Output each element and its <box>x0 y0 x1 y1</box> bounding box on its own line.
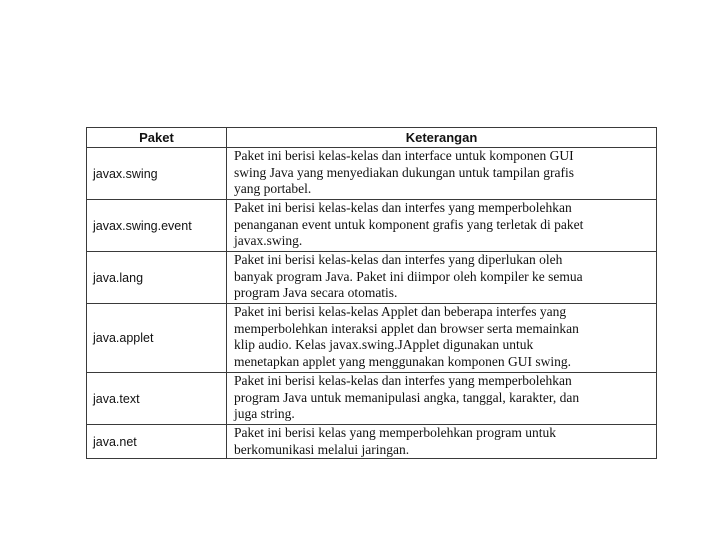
table-row <box>87 425 657 459</box>
package-description <box>227 148 657 200</box>
description-line: Paket ini berisi kelas-kelas dan interfes yang memperbolehkan <box>234 200 572 215</box>
package-name: javax.swing.event <box>87 200 227 252</box>
description-line: program Java untuk memanipulasi angka, tanggal, karakter, dan <box>234 389 580 405</box>
table-row <box>87 373 657 425</box>
package-description <box>227 373 657 425</box>
description-line: javax.swing. <box>234 233 303 248</box>
package-name: javax.swing <box>87 148 227 200</box>
description-line: Paket ini berisi kelas-kelas dan interface untuk komponen GUI <box>234 148 574 163</box>
package-name: java.lang <box>87 252 227 304</box>
header-paket: Paket <box>87 128 227 148</box>
description-line: memperbolehkan interaksi applet dan browser serta memainkan <box>234 320 579 336</box>
header-keterangan: Keterangan <box>227 128 657 148</box>
package-description <box>227 304 657 373</box>
description-line: Paket ini berisi kelas-kelas dan interfes yang diperlukan oleh <box>234 252 563 267</box>
description-line: menetapkan applet yang menggunakan komponen GUI swing. <box>234 353 572 369</box>
package-description <box>227 252 657 304</box>
description-line: klip audio. Kelas javax.swing.JApplet digunakan untuk <box>234 337 534 352</box>
description-line: swing Java yang menyediakan dukungan untuk tampilan grafis <box>234 164 575 180</box>
header-row <box>87 128 657 148</box>
table-row <box>87 252 657 304</box>
table-row <box>87 148 657 200</box>
package-name: java.text <box>87 373 227 425</box>
package-description <box>227 425 657 459</box>
description-line: Paket ini berisi kelas-kelas Applet dan beberapa interfes yang <box>234 304 567 319</box>
description-line: juga string. <box>234 406 295 421</box>
description-line: program Java secara otomatis. <box>234 285 398 300</box>
description-line: banyak program Java. Paket ini diimpor oleh kompiler ke semua <box>234 268 583 284</box>
description-line: Paket ini berisi kelas-kelas dan interfes yang memperbolehkan <box>234 373 572 388</box>
package-name: java.net <box>87 425 227 459</box>
description-line: Paket ini berisi kelas yang memperbolehkan program untuk <box>234 425 557 440</box>
java-packages-table <box>86 127 657 459</box>
package-description <box>227 200 657 252</box>
package-name: java.applet <box>87 304 227 373</box>
table-row <box>87 200 657 252</box>
description-line: berkomunikasi melalui jaringan. <box>234 441 410 457</box>
description-line: penanganan event untuk komponent grafis yang terletak di paket <box>234 216 584 232</box>
description-line: yang portabel. <box>234 181 312 196</box>
table-row <box>87 304 657 373</box>
